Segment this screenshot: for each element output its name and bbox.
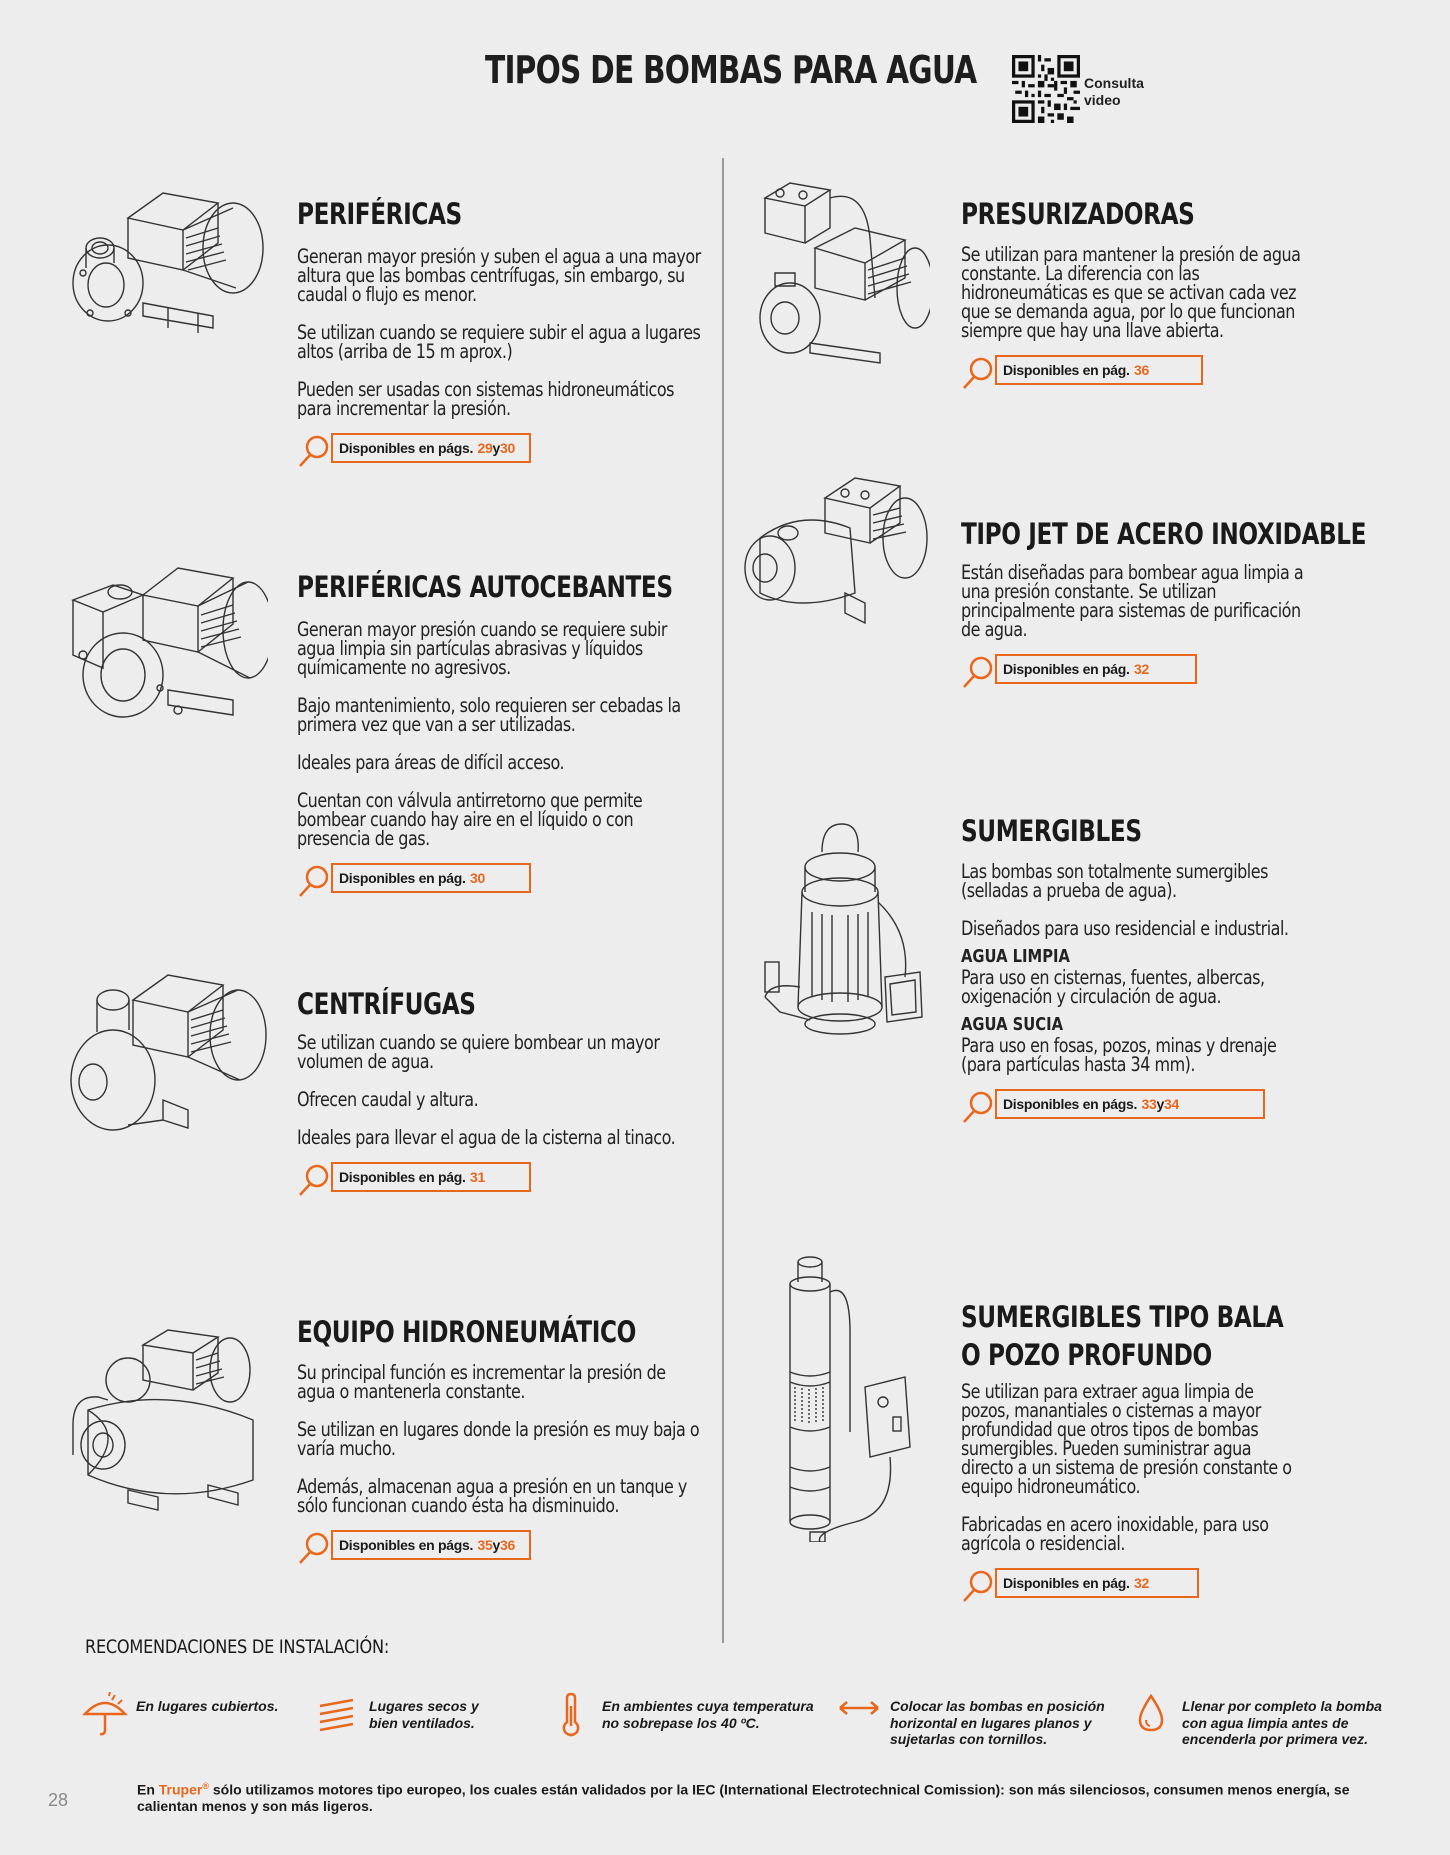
availability-page[interactable]: 33 [1141,1096,1157,1112]
section-paragraph: Están diseñadas para bombear agua limpia a una presión constante. Se utilizan principalmente para sistemas de purificación de agua. [961,561,1304,641]
registered-mark: ® [202,1781,209,1791]
section-paragraph: Ideales para áreas de difícil acceso. [297,751,565,774]
recommendation-line: sujetarlas con tornillos. [890,1731,1048,1747]
availability-page[interactable]: 32 [1134,661,1149,677]
footer-note [137,1778,1367,1814]
availability-prefix: Disponibles en pág. [1003,362,1130,378]
availability-box [331,1162,531,1192]
section-paragraph: Ideales para llevar el agua de la cisterna al tinaco. [297,1126,676,1149]
magnifier-icon [961,654,995,690]
availability-box [995,654,1197,684]
brand-name: Truper [158,1781,203,1798]
section-paragraph: Se utilizan para extraer agua limpia de pozos, manantiales o cisternas a mayor profundidad que otros tipos de bombas sumergibles. Pueden suministrar agua directo a un sistema de presión constante o equipo hidroneumático. [961,1380,1292,1498]
section-paragraph: Fabricadas en acero inoxidable, para uso agrícola o residencial. [961,1513,1269,1555]
availability-prefix: Disponibles en págs. [339,440,474,456]
recommendations-title: RECOMENDACIONES DE INSTALACIÓN: [85,1636,390,1658]
section-paragraph: Se utilizan para mantener la presión de agua constante. La diferencia con las hidroneumáticas es que se activan cada vez que se demanda agua, por lo que funcionan siempre que hay una llave abierta. [961,243,1301,342]
availability-prefix: Disponibles en pág. [1003,661,1130,677]
recommendation-line: En ambientes cuya temperatura [602,1698,814,1714]
availability-join: y [492,1537,500,1553]
section-paragraph: Generan mayor presión y suben el agua a una mayor altura que las bombas centrífugas, sin embargo, su caudal o flujo es menor. [297,245,701,306]
section-title-line2: O POZO PROFUNDO [961,1338,1212,1372]
recommendation-text [1182,1698,1382,1748]
peripheral-pump-illustration [68,188,268,348]
recommendation-line: Llenar por completo la bomba [1182,1698,1382,1714]
section-paragraph: Generan mayor presión cuando se requiere subir agua limpia sin partículas abrasivas y líquidos químicamente no agresivos. [297,618,667,679]
availability-page[interactable]: 29 [477,440,493,456]
recommendation-line: Colocar las bombas en posición [890,1698,1105,1714]
availability-page[interactable]: 36 [1134,362,1149,378]
qr-label [1084,75,1144,109]
availability-page[interactable]: 32 [1134,1575,1149,1591]
section-title: PRESURIZADORAS [961,197,1195,231]
section-paragraph: Bajo mantenimiento, solo requieren ser cebadas la primera vez que van a ser utilizadas. [297,694,681,736]
recommendation-line: bien ventilados. [369,1714,475,1731]
subsection-title: AGUA LIMPIA [961,946,1070,967]
jet-pump-illustration [740,473,930,633]
recommendation-line: con agua limpia antes de [1182,1714,1349,1731]
section-paragraph: Pueden ser usadas con sistemas hidroneumáticos para incrementar la presión. [297,378,674,420]
magnifier-icon [297,863,331,899]
section-title: PERIFÉRICAS [297,197,462,231]
recommendation-text [602,1698,814,1731]
availability-prefix: Disponibles en pág. [339,870,466,886]
magnifier-icon [297,433,331,469]
section-paragraph: Cuentan con válvula antirretorno que permite bombear cuando hay aire en el líquido o con presencia de gas. [297,789,643,850]
recommendation-line: horizontal en lugares planos y [890,1714,1092,1731]
availability-join: y [1156,1096,1164,1112]
availability-link[interactable] [297,863,797,895]
section-paragraph: Se utilizan cuando se quiere bombear un mayor volumen de agua. [297,1031,660,1073]
qr-label-line1: Consulta [1084,75,1144,91]
availability-page[interactable]: 34 [1163,1096,1179,1112]
submersible-pump-illustration [760,822,925,1042]
section-title: EQUIPO HIDRONEUMÁTICO [297,1315,636,1349]
centrifugal-pump-illustration [68,970,268,1145]
availability-page[interactable]: 30 [470,870,485,886]
availability-link[interactable] [297,1530,797,1562]
availability-link[interactable] [297,433,797,465]
recommendation-text [369,1698,479,1731]
section-title: TIPO JET DE ACERO INOXIDABLE [961,517,1367,551]
availability-page[interactable]: 35 [477,1537,493,1553]
recommendation-item [836,1692,1105,1748]
magnifier-icon [961,355,995,391]
availability-prefix: Disponibles en pág. [1003,1575,1130,1591]
section-paragraph: Las bombas son totalmente sumergibles (selladas a prueba de agua). [961,860,1268,902]
section-title: SUMERGIBLES [961,814,1142,848]
availability-box [995,1568,1199,1598]
deep-well-pump-illustration [775,1252,925,1542]
recommendation-item [1128,1692,1382,1748]
page-number: 28 [48,1790,69,1810]
availability-box [995,1089,1265,1119]
recommendation-item [315,1692,479,1738]
ventilation-icon [315,1692,361,1738]
section-paragraph: Su principal función es incrementar la presión de agua o mantenerla constante. [297,1361,666,1403]
umbrella-icon [82,1692,128,1738]
section-paragraph: Además, almacenan agua a presión en un tanque y sólo funcionan cuando ésta ha disminuido. [297,1475,687,1517]
qr-code-icon[interactable] [1012,55,1080,123]
recommendation-item [82,1692,278,1738]
availability-link[interactable] [297,1162,797,1194]
self-priming-pump-illustration [68,560,268,735]
section-paragraph: Diseñados para uso residencial e industrial. [961,917,1289,940]
recommendation-text [890,1698,1105,1748]
page-title: TIPOS DE BOMBAS PARA AGUA [485,48,977,92]
recommendation-line: encenderla por primera vez. [1182,1731,1368,1747]
recommendation-text [136,1698,278,1715]
recommendation-line: no sobrepase los 40 ºC. [602,1714,760,1731]
footer-prefix: En [137,1781,159,1798]
qr-label-line2: video [1084,92,1121,108]
recommendation-item [548,1692,814,1738]
section-paragraph: Para uso en cisternas, fuentes, albercas, oxigenación y circulación de agua. [961,966,1265,1008]
section-paragraph: Para uso en fosas, pozos, minas y drenaje (para partículas hasta 34 mm). [961,1034,1277,1076]
availability-link[interactable] [961,1089,1391,1121]
thermometer-icon [548,1692,594,1738]
availability-page[interactable]: 31 [470,1169,485,1185]
section-title-line1: SUMERGIBLES TIPO BALA [961,1300,1284,1334]
availability-page[interactable]: 30 [499,440,515,456]
water-drop-icon [1128,1692,1174,1738]
magnifier-icon [961,1568,995,1604]
availability-box [995,355,1203,385]
availability-link[interactable] [961,1568,1371,1600]
section-paragraph: Se utilizan en lugares donde la presión es muy baja o varía mucho. [297,1418,700,1460]
section-paragraph: Se utilizan cuando se requiere subir el agua a lugares altos (arriba de 15 m aprox.) [297,321,701,363]
horizontal-arrows-icon [836,1692,882,1738]
availability-prefix: Disponibles en págs. [1003,1096,1138,1112]
footer-text: sólo utilizamos motores tipo europeo, los cuales están validados por la IEC (International Electrotechnical Comission): son más silenciosos, consumen menos energía, se calientan menos y son más ligeros. [137,1781,1350,1814]
subsection-title: AGUA SUCIA [961,1014,1064,1035]
availability-box [331,863,531,893]
availability-link[interactable] [961,654,1450,686]
availability-page[interactable]: 36 [499,1537,515,1553]
magnifier-icon [297,1162,331,1198]
recommendation-line: En lugares cubiertos. [136,1698,279,1714]
availability-prefix: Disponibles en pág. [339,1169,466,1185]
availability-prefix: Disponibles en págs. [339,1537,474,1553]
availability-box [331,433,531,463]
magnifier-icon [961,1089,995,1125]
availability-join: y [492,440,500,456]
magnifier-icon [297,1530,331,1566]
section-title: CENTRÍFUGAS [297,987,476,1021]
recommendation-line: Lugares secos y [369,1698,479,1714]
pressurizing-pump-illustration [755,178,930,368]
hydropneumatic-system-illustration [68,1325,268,1520]
availability-box [331,1530,531,1560]
availability-link[interactable] [961,355,1381,387]
section-paragraph: Ofrecen caudal y altura. [297,1088,479,1111]
section-title: PERIFÉRICAS AUTOCEBANTES [297,570,673,604]
